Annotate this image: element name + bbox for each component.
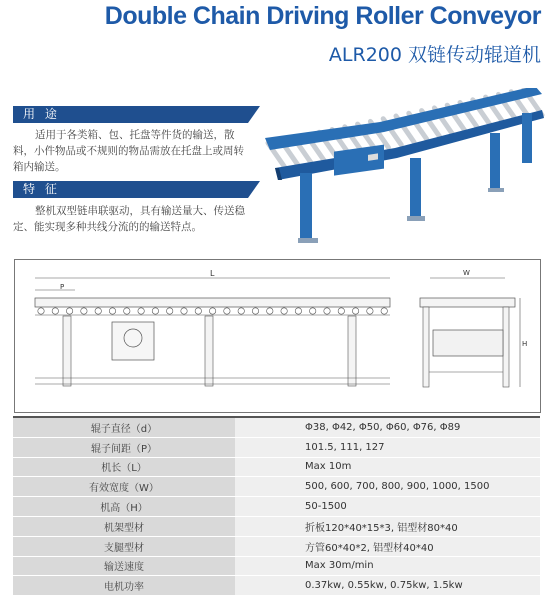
spec-row — [13, 536, 540, 556]
roller-circle — [138, 308, 144, 314]
roller-circle — [95, 308, 101, 314]
roller-circle — [209, 308, 215, 314]
roller-circle — [152, 308, 158, 314]
roller-circle — [238, 308, 244, 314]
roller-circle — [352, 308, 358, 314]
roller-circle — [252, 308, 258, 314]
spec-key: 输送速度 — [13, 556, 235, 576]
roller-circle — [181, 308, 187, 314]
label-L: L — [210, 269, 215, 278]
end-roller — [420, 298, 515, 307]
side-motor — [112, 322, 154, 360]
title-chinese: ALR200 双链传动辊道机 — [328, 44, 541, 66]
spec-value: 500, 600, 700, 800, 900, 1000, 1500 — [235, 477, 540, 497]
spec-value: 50-1500 — [235, 497, 540, 517]
usage-text: 适用于各类箱、包、托盘等件货的输送，散料，小件物品或不规则的物品需放在托盘上或周转箱内输送。 — [13, 129, 244, 173]
spec-key: 机高（H） — [13, 497, 235, 517]
roller-circle — [295, 308, 301, 314]
spec-value: 101.5, 111, 127 — [235, 437, 540, 457]
spec-value: 方管60*40*2, 铝型材40*40 — [235, 536, 540, 556]
spec-value: 折板120*40*15*3, 铝型材80*40 — [235, 516, 540, 536]
roller-circle — [224, 308, 230, 314]
spec-row — [13, 437, 540, 457]
technical-drawing — [14, 259, 541, 413]
side-roller-circles — [38, 308, 388, 314]
roller-circle — [381, 308, 387, 314]
label-W: W — [463, 269, 470, 277]
spec-key: 辊子直径（d） — [13, 417, 235, 437]
roller-circle — [195, 308, 201, 314]
roller-circle — [109, 308, 115, 314]
roller-circle — [267, 308, 273, 314]
spec-key: 机架型材 — [13, 516, 235, 536]
spec-key: 辊子间距（P） — [13, 437, 235, 457]
roller-circle — [338, 308, 344, 314]
features-heading: 特 征 — [13, 181, 248, 198]
roller-circle — [167, 308, 173, 314]
roller-circle — [38, 308, 44, 314]
spec-row — [13, 516, 540, 536]
roller-circle — [66, 308, 72, 314]
spec-row — [13, 417, 540, 437]
spec-row — [13, 457, 540, 477]
spec-key: 电机功率 — [13, 576, 235, 596]
features-text: 整机双型链串联驱动，具有输送量大、传送稳定、能实现多种共线分流的的输送特点。 — [13, 205, 245, 233]
side-frame — [35, 298, 390, 307]
label-P: P — [60, 283, 65, 291]
label-H: H — [522, 340, 528, 348]
spec-key: 有效宽度（W） — [13, 477, 235, 497]
roller-circle — [367, 308, 373, 314]
spec-value: 0.37kw, 0.55kw, 0.75kw, 1.5kw — [235, 576, 540, 596]
spec-table — [13, 416, 540, 596]
title-english: Double Chain Driving Roller Conveyor — [104, 2, 541, 30]
spec-row — [13, 497, 540, 517]
drive-box — [334, 145, 384, 176]
conveyor-photo — [260, 88, 545, 253]
roller-circle — [310, 308, 316, 314]
spec-row — [13, 477, 540, 497]
end-motor — [433, 330, 503, 356]
roller-circle — [52, 308, 58, 314]
spec-row — [13, 556, 540, 576]
roller-circle — [281, 308, 287, 314]
side-legs — [63, 316, 356, 386]
spec-value: Max 10m — [235, 457, 540, 477]
roller-circle — [81, 308, 87, 314]
usage-heading: 用 途 — [13, 106, 248, 123]
spec-key: 支腿型材 — [13, 536, 235, 556]
spec-key: 机长（L） — [13, 457, 235, 477]
roller-circle — [324, 308, 330, 314]
spec-value: Φ38, Φ42, Φ50, Φ60, Φ76, Φ89 — [235, 417, 540, 437]
roller-circle — [124, 308, 130, 314]
spec-value: Max 30m/min — [235, 556, 540, 576]
